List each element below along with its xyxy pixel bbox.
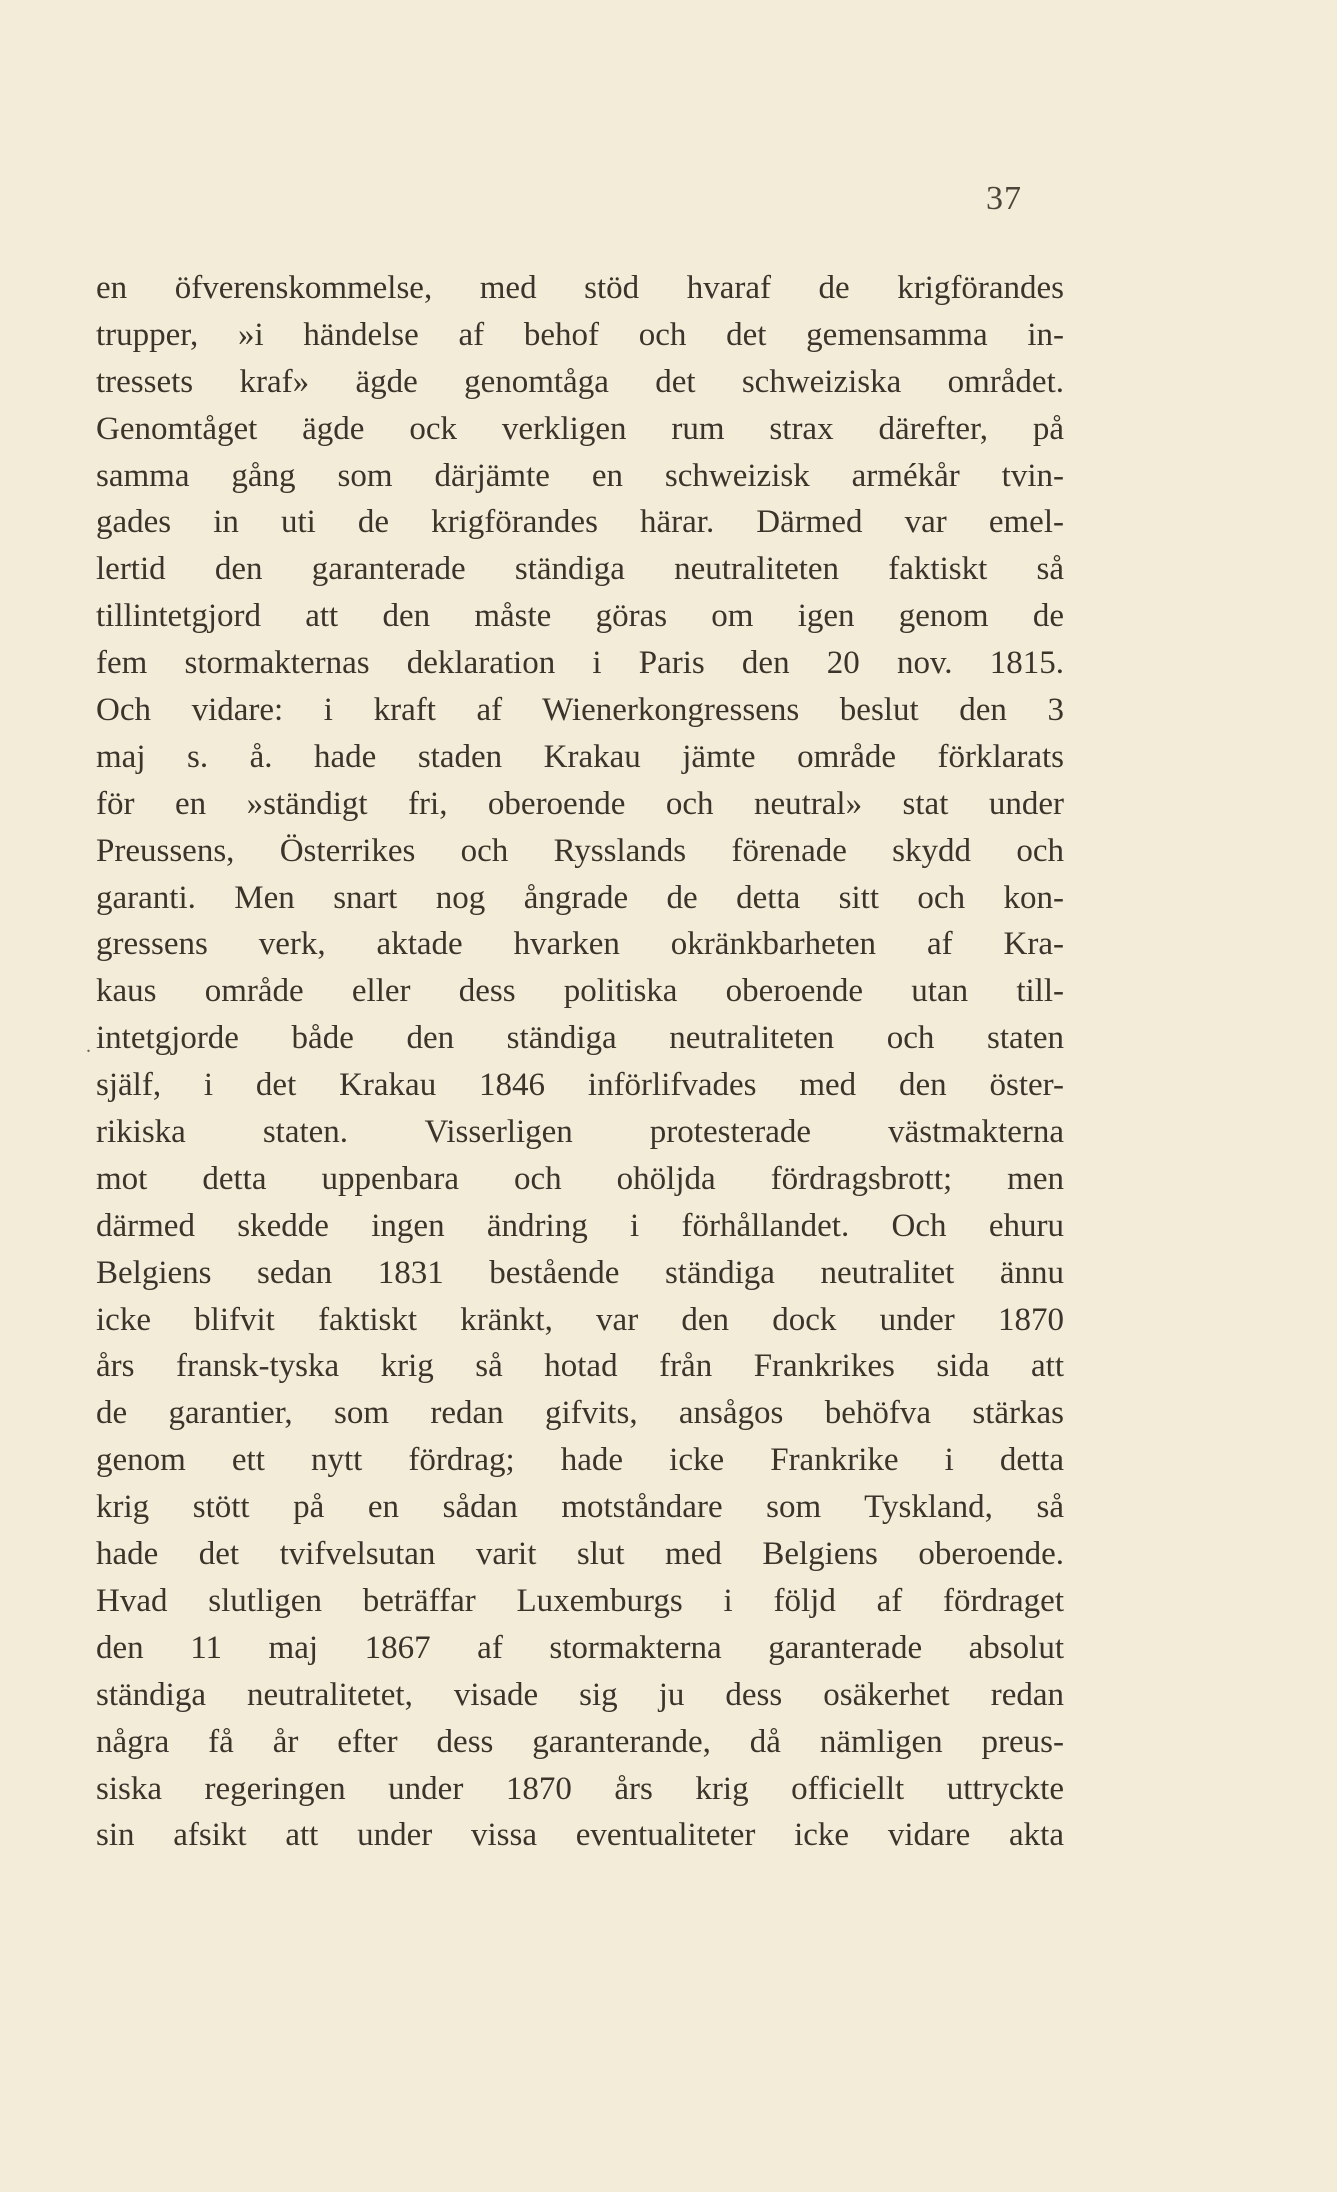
text-line: års fransk-tyska krig så hotad från Frankrikes sida att <box>96 1348 1064 1385</box>
text-line: gressens verk, aktade hvarken okränkbarheten af Kra- <box>96 926 1064 963</box>
text-line: den 11 maj 1867 af stormakterna garanterade absolut <box>96 1629 1064 1666</box>
text-line: kaus område eller dess politiska oberoende utan till- <box>96 973 1064 1010</box>
text-line: några få år efter dess garanterande, då nämligen preus- <box>96 1723 1064 1760</box>
text-line: garanti. Men snart nog ångrade de detta sitt och kon- <box>96 879 1064 916</box>
text-line: genom ett nytt fördrag; hade icke Frankrike i detta <box>96 1442 1064 1479</box>
text-line: rikiska staten. Visserligen protesterade västmakterna <box>96 1114 1064 1151</box>
text-line: ständiga neutralitetet, visade sig ju dess osäkerhet redan <box>96 1676 1064 1713</box>
text-line: tillintetgjord att den måste göras om igen genom de <box>96 598 1064 635</box>
text-line: de garantier, som redan gifvits, ansågos behöfva stärkas <box>96 1395 1064 1432</box>
text-line: tressets kraf» ägde genomtåga det schweiziska området. <box>96 363 1064 400</box>
page-number: 37 <box>986 180 1022 217</box>
text-line: själf, i det Krakau 1846 införlifvades med den öster- <box>96 1067 1064 1104</box>
text-line: Genomtåget ägde ock verkligen rum strax därefter, på <box>96 410 1064 447</box>
text-line: gades in uti de krigförandes härar. Därmed var emel- <box>96 504 1064 541</box>
text-line: maj s. å. hade staden Krakau jämte område förklarats <box>96 738 1064 775</box>
text-line: sin afsikt att under vissa eventualiteter icke vidare akta <box>96 1817 1064 1854</box>
text-line: en öfverenskommelse, med stöd hvaraf de krigförandes <box>96 270 1064 306</box>
text-line: intetgjorde både den ständiga neutraliteten och staten <box>96 1020 1064 1057</box>
text-line: Preussens, Österrikes och Rysslands förenade skydd och <box>96 832 1064 869</box>
text-line: siska regeringen under 1870 års krig officiellt uttryckte <box>96 1770 1064 1807</box>
text-line: icke blifvit faktiskt kränkt, var den dock under 1870 <box>96 1301 1064 1338</box>
text-line: lertid den garanterade ständiga neutraliteten faktiskt så <box>96 551 1064 588</box>
text-line: mot detta uppenbara och ohöljda fördragsbrott; men <box>96 1160 1064 1197</box>
text-line: fem stormakternas deklaration i Paris den 20 nov. 1815. <box>96 645 1064 682</box>
text-line: Hvad slutligen beträffar Luxemburgs i följd af fördraget <box>96 1582 1064 1619</box>
margin-mark: . <box>86 1035 91 1057</box>
text-line: därmed skedde ingen ändring i förhållandet. Och ehuru <box>96 1207 1064 1244</box>
text-line: hade det tvifvelsutan varit slut med Belgiens oberoende. <box>96 1536 1064 1573</box>
text-line: Och vidare: i kraft af Wienerkongressens beslut den 3 <box>96 692 1064 729</box>
text-line: Belgiens sedan 1831 bestående ständiga neutralitet ännu <box>96 1254 1064 1291</box>
text-line: krig stött på en sådan motståndare som Tyskland, så <box>96 1489 1064 1526</box>
text-line: samma gång som därjämte en schweizisk armékår tvin- <box>96 457 1064 494</box>
text-line: för en »ständigt fri, oberoende och neutral» stat under <box>96 785 1064 822</box>
text-line: trupper, »i händelse af behof och det gemensamma in- <box>96 316 1064 353</box>
body-text <box>96 265 1064 1859</box>
